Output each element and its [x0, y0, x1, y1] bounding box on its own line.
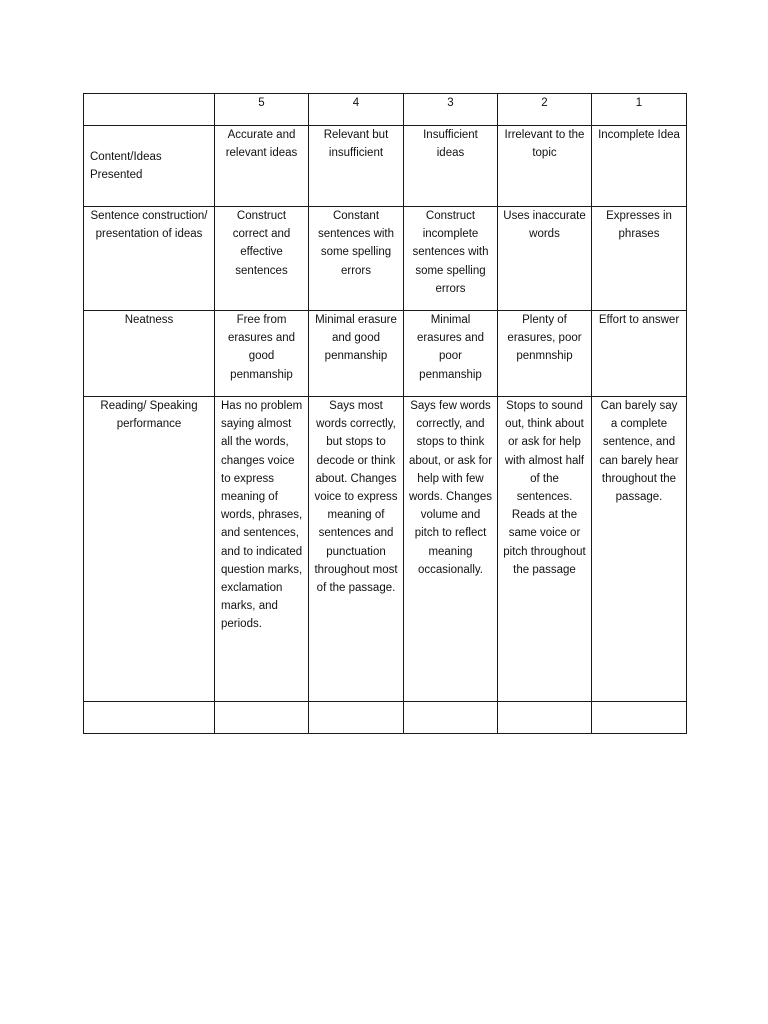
header-cell-score: 4 [309, 94, 404, 126]
rubric-row-sentence-construction [84, 207, 687, 311]
descriptor-cell: Expresses in phrases [592, 207, 687, 311]
rubric-header-row [84, 94, 687, 126]
descriptor-cell: Incomplete Idea [592, 126, 687, 207]
descriptor-cell: Free from erasures and good penmanship [215, 311, 309, 397]
descriptor-cell: Effort to answer [592, 311, 687, 397]
empty-cell [309, 702, 404, 734]
descriptor-cell: Insufficient ideas [404, 126, 498, 207]
descriptor-cell: Minimal erasures and poor penmanship [404, 311, 498, 397]
criterion-cell [84, 397, 215, 702]
rubric-row-reading-speaking [84, 397, 687, 702]
descriptor-cell: Has no problem saying almost all the words, changes voice to express meaning of words, phrases, and sentences, and to indicated question marks, exclamation marks, and periods. [215, 397, 309, 702]
descriptor-cell: Irrelevant to the topic [498, 126, 592, 207]
descriptor-cell: Plenty of erasures, poor penmnship [498, 311, 592, 397]
header-cell-score: 1 [592, 94, 687, 126]
empty-cell [498, 702, 592, 734]
rubric-table [83, 93, 687, 734]
descriptor-cell: Relevant but insufficient [309, 126, 404, 207]
header-cell-criterion [84, 94, 215, 126]
descriptor-cell: Uses inaccurate words [498, 207, 592, 311]
criterion-cell [84, 126, 215, 207]
descriptor-cell: Constant sentences with some spelling errors [309, 207, 404, 311]
empty-cell [404, 702, 498, 734]
criterion-label: Neatness [124, 314, 174, 326]
header-cell-score: 2 [498, 94, 592, 126]
header-cell-score: 3 [404, 94, 498, 126]
descriptor-cell: Construct correct and effective sentences [215, 207, 309, 311]
rubric-row-neatness [84, 311, 687, 397]
descriptor-cell: Stops to sound out, think about or ask for help with almost half of the sentences. Reads at the same voice or pitch throughout the passage [498, 397, 592, 702]
empty-cell [592, 702, 687, 734]
criterion-label: Content/Ideas Presented [90, 150, 162, 181]
descriptor-cell: Can barely say a complete sentence, and can barely hear throughout the passage. [592, 397, 687, 702]
empty-cell [215, 702, 309, 734]
descriptor-cell: Minimal erasure and good penmanship [309, 311, 404, 397]
descriptor-cell: Construct incomplete sentences with some spelling errors [404, 207, 498, 311]
descriptor-cell: Says most words correctly, but stops to decode or think about. Changes voice to express meaning of sentences and punctuation throughout most of the passage. [309, 397, 404, 702]
empty-cell [84, 702, 215, 734]
criterion-label: Reading/ Speaking performance [100, 400, 198, 431]
descriptor-cell: Accurate and relevant ideas [215, 126, 309, 207]
rubric-row-content-ideas [84, 126, 687, 207]
criterion-cell [84, 207, 215, 311]
rubric-empty-row [84, 702, 687, 734]
criterion-cell [84, 311, 215, 397]
criterion-label: Sentence construction/presentation of ideas [90, 210, 208, 241]
descriptor-cell: Says few words correctly, and stops to think about, or ask for help with few words. Changes volume and pitch to reflect meaning occasionally. [404, 397, 498, 702]
header-cell-score: 5 [215, 94, 309, 126]
